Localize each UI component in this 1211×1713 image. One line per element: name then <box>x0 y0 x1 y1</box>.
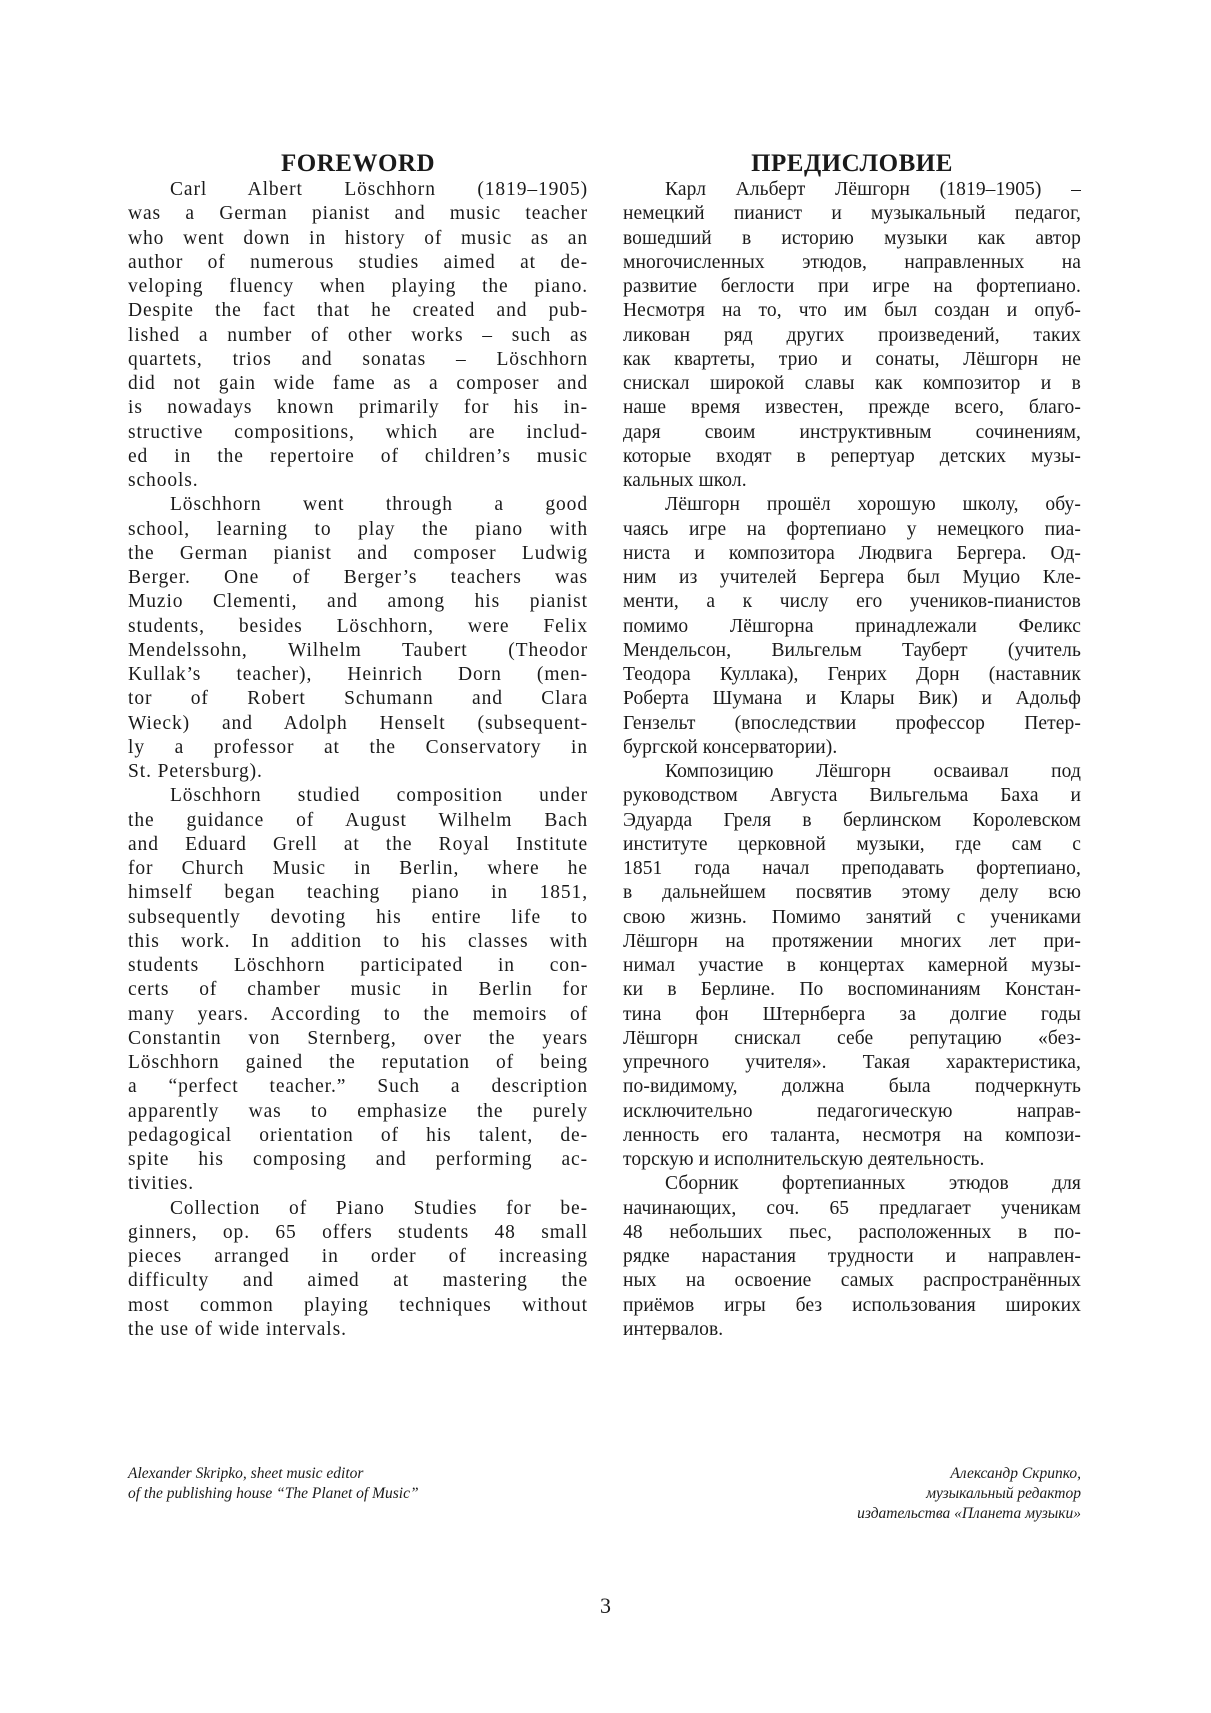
text-line: difficulty and aimed at mastering the <box>128 1270 588 1292</box>
text-line: quartets, trios and sonatas – Löschhorn <box>128 348 588 370</box>
text-line: Löschhorn studied composition under <box>170 785 588 807</box>
text-line: свою жизнь. Помимо занятий с учениками <box>623 906 1081 928</box>
text-line: бургской консерватории). <box>623 736 838 758</box>
text-line: Эдуарда Греля в берлинском Королевском <box>623 809 1081 831</box>
text-line: students Löschhorn participated in con- <box>128 955 588 976</box>
russian-signature <box>857 1464 1081 1524</box>
text-line: the German pianist and composer Ludwig <box>128 542 588 564</box>
text-line: Теодора Куллака), Генрих Дорн (наставник <box>623 664 1081 685</box>
text-line: кальных школ. <box>623 470 747 491</box>
text-line: students, besides Löschhorn, were Felix <box>128 615 588 637</box>
text-line: Композицию Лёшгорн осваивал под <box>665 761 1081 782</box>
text-line: Berger. One of Berger’s teachers was <box>128 567 588 588</box>
text-line: торскую и исполнительскую деятельность. <box>623 1149 985 1170</box>
text-line: tor of Robert Schumann and Clara <box>128 688 588 710</box>
text-line: Löschhorn went through a good <box>170 494 588 516</box>
text-line: ных на освоение самых распространённых <box>623 1270 1081 1292</box>
text-line: нимал участие в концертах камерной музы- <box>623 955 1081 976</box>
text-line: которые входят в репертуар детских музы- <box>623 445 1081 467</box>
text-line: немецкий пианист и музыкальный педагог, <box>623 203 1081 225</box>
text-line: менти, а к числу его учеников-пианистов <box>623 591 1081 613</box>
text-line: вошедший в историю музыки как автор <box>623 227 1081 249</box>
text-line: subsequently devoting his entire life to <box>128 906 588 928</box>
text-line: 1851 года начал преподавать фортепиано, <box>623 858 1081 879</box>
text-line: Muzio Clementi, and among his pianist <box>128 591 588 613</box>
text-line: who went down in history of music as an <box>128 227 588 249</box>
text-line: в дальнейшем посвятив этому делу всю <box>623 882 1081 904</box>
text-line: certs of chamber music in Berlin for <box>128 979 588 1001</box>
text-line: Роберта Шумана и Клары Вик) и Адольф <box>623 688 1081 710</box>
text-line: ginners, op. 65 offers students 48 small <box>128 1221 588 1243</box>
text-line: Mendelssohn, Wilhelm Taubert (Theodor <box>128 639 588 661</box>
text-line: did not gain wide fame as a composer and <box>128 373 588 394</box>
text-line: pieces arranged in order of increasing <box>128 1246 588 1267</box>
russian-body <box>623 178 1081 1342</box>
text-line: pedagogical orientation of his talent, de- <box>128 1124 588 1146</box>
text-line: рядке нарастания трудности и направлен- <box>623 1246 1081 1267</box>
text-line: Гензельт (впоследствии профессор Петер- <box>623 712 1081 734</box>
signature-line: издательства «Планета музыки» <box>857 1505 1081 1522</box>
text-line: ly a professor at the Conservatory in <box>128 736 588 758</box>
text-line: the guidance of August Wilhelm Bach <box>128 809 588 831</box>
text-line: институте церковной музыки, где сам с <box>623 833 1081 855</box>
text-line: ним из учителей Бергера был Муцио Кле- <box>623 567 1081 588</box>
signature-line: Александр Скрипко, <box>950 1465 1081 1482</box>
text-line: наше время известен, прежде всего, благо- <box>623 397 1081 419</box>
text-line: a “perfect teacher.” Such a description <box>128 1076 588 1098</box>
text-line: Despite the fact that he created and pub- <box>128 300 588 322</box>
text-line: apparently was to emphasize the purely <box>128 1100 588 1122</box>
text-line: St. Petersburg). <box>128 761 263 782</box>
text-line: исключительно педагогическую направ- <box>623 1100 1081 1122</box>
signature-line: Alexander Skripko, sheet music editor <box>128 1465 364 1482</box>
english-signature <box>128 1464 419 1504</box>
text-line: приёмов игры без использования широких <box>623 1294 1081 1316</box>
english-heading: FOREWORD <box>281 149 435 177</box>
text-line: Мендельсон, Вильгельм Тауберт (учитель <box>623 639 1081 661</box>
text-line: по-видимому, должна была подчеркнуть <box>623 1076 1081 1098</box>
text-line: Löschhorn gained the reputation of being <box>128 1052 588 1073</box>
text-line: most common playing techniques without <box>128 1294 588 1316</box>
text-line: spite his composing and performing ac- <box>128 1149 588 1170</box>
text-line: Constantin von Sternberg, over the years <box>128 1027 588 1049</box>
text-line: снискал широкой славы как композитор и в <box>623 373 1081 394</box>
signature-line: of the publishing house “The Planet of Music” <box>128 1485 419 1502</box>
text-line: упречного учителя». Такая характеристика, <box>623 1052 1081 1073</box>
text-line: many years. According to the memoirs of <box>128 1003 588 1025</box>
text-line: помимо Лёшгорна принадлежали Феликс <box>623 615 1081 637</box>
text-line: ки в Берлине. По воспоминаниям Констан- <box>623 979 1081 1001</box>
text-line: Carl Albert Löschhorn (1819–1905) <box>170 179 588 200</box>
text-line: ленность его таланта, несмотря на компози- <box>623 1124 1081 1146</box>
text-line: чаясь игре на фортепиано у немецкого пиа- <box>623 518 1081 540</box>
text-line: lished a number of other works – such as <box>128 324 588 346</box>
text-line: himself began teaching piano in 1851, <box>128 882 588 904</box>
text-line: начинающих, соч. 65 предлагает ученикам <box>623 1197 1081 1219</box>
text-line: развитие беглости при игре на фортепиано. <box>623 276 1081 297</box>
text-line: was a German pianist and music teacher <box>128 203 588 225</box>
text-line: Лёшгорн снискал себе репутацию «без- <box>623 1027 1081 1049</box>
text-line: как квартеты, трио и сонаты, Лёшгорн не <box>623 348 1081 370</box>
text-line: интервалов. <box>623 1318 724 1340</box>
text-line: this work. In addition to his classes with <box>128 930 588 952</box>
text-line: school, learning to play the piano with <box>128 518 588 540</box>
text-line: руководством Августа Вильгельма Баха и <box>623 785 1081 807</box>
page-number: 3 <box>600 1593 611 1618</box>
signature-line: музыкальный редактор <box>926 1485 1081 1502</box>
text-line: даря своим инструктивным сочинениям, <box>623 421 1081 443</box>
text-line: 48 небольших пьес, расположенных в по- <box>623 1221 1081 1243</box>
text-line: is nowadays known primarily for his in- <box>128 397 588 419</box>
text-line: Карл Альберт Лёшгорн (1819–1905) – <box>665 179 1081 200</box>
text-line: тина фон Штернберга за долгие годы <box>623 1003 1081 1025</box>
text-line: многочисленных этюдов, направленных на <box>623 251 1081 273</box>
text-line: author of numerous studies aimed at de- <box>128 251 588 273</box>
text-line: veloping fluency when playing the piano. <box>128 276 588 297</box>
text-line: structive compositions, which are includ- <box>128 421 588 443</box>
text-line: for Church Music in Berlin, where he <box>128 858 588 879</box>
text-line: Лёшгорн на протяжении многих лет при- <box>623 930 1081 952</box>
text-line: Collection of Piano Studies for be- <box>170 1197 588 1219</box>
text-line: Лёшгорн прошёл хорошую школу, обу- <box>665 494 1081 516</box>
text-line: the use of wide intervals. <box>128 1318 347 1340</box>
text-line: Сборник фортепианных этюдов для <box>665 1173 1081 1195</box>
text-line: schools. <box>128 470 199 491</box>
text-line: ниста и композитора Людвига Бергера. Од- <box>623 542 1081 564</box>
text-line: Wieck) and Adolph Henselt (subsequent- <box>128 712 588 734</box>
text-line: Несмотря на то, что им был создан и опуб- <box>623 300 1081 322</box>
text-line: and Eduard Grell at the Royal Institute <box>128 833 588 855</box>
text-line: Kullak’s teacher), Heinrich Dorn (men- <box>128 664 588 685</box>
text-line: ed in the repertoire of children’s music <box>128 445 588 467</box>
text-line: tivities. <box>128 1173 195 1195</box>
russian-heading: ПРЕДИСЛОВИЕ <box>751 149 953 177</box>
text-line: ликован ряд других произведений, таких <box>623 324 1081 346</box>
english-body <box>128 178 588 1342</box>
